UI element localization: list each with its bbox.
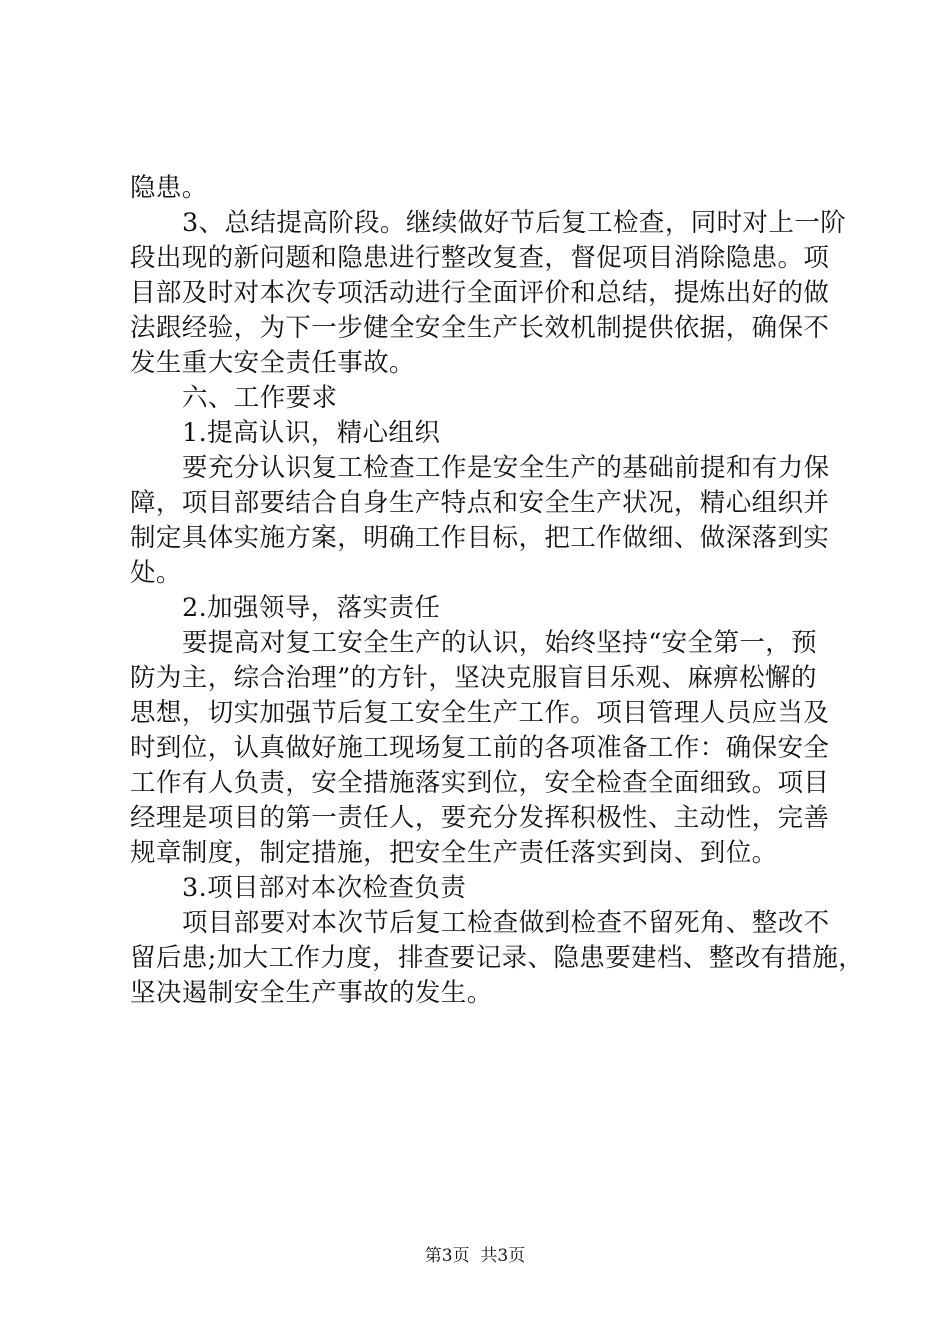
document-body bbox=[130, 171, 865, 1011]
paragraph-start: 项目部要对本次节后复工检查做到检查不留死角、整改不 bbox=[182, 908, 830, 938]
page-number-footer: 第3页 共3页 bbox=[424, 1246, 526, 1266]
text-line: 发生重大安全责任事故。 bbox=[130, 348, 415, 378]
text-line: 时到位，认真做好施工现场复工前的各项准备工作：确保安全 bbox=[130, 733, 830, 763]
text-line: 留后患;加大工作力度，排查要记录、隐患要建档、整改有措施， bbox=[130, 943, 865, 973]
text-line: 防为主，综合治理”的方针，坚决克服盲目乐观、麻痹松懈的 bbox=[130, 663, 817, 693]
paragraph-start: 要提高对复工安全生产的认识，始终坚持“安全第一，预 bbox=[182, 628, 818, 658]
text-line: 坚决遏制安全生产事故的发生。 bbox=[130, 978, 493, 1008]
subheading: 3.项目部对本次检查负责 bbox=[182, 873, 467, 903]
text-line: 规章制度，制定措施，把安全生产责任落实到岗、到位。 bbox=[130, 838, 778, 868]
paragraph-start: 3、总结提高阶段。继续做好节后复工检查，同时对上一阶 bbox=[182, 208, 847, 238]
subheading: 1.提高认识，精心组织 bbox=[182, 418, 441, 448]
paragraph-start: 要充分认识复工检查工作是安全生产的基础前提和有力保 bbox=[182, 453, 830, 483]
text-line: 工作有人负责，安全措施落实到位，安全检查全面细致。项目 bbox=[130, 768, 830, 798]
subheading: 2.加强领导，落实责任 bbox=[182, 593, 441, 623]
text-line: 段出现的新问题和隐患进行整改复查，督促项目消除隐患。项 bbox=[130, 243, 830, 273]
text-line: 法跟经验，为下一步健全安全生产长效机制提供依据，确保不 bbox=[130, 313, 830, 343]
text-line: 经理是项目的第一责任人，要充分发挥积极性、主动性，完善 bbox=[130, 803, 830, 833]
text-line: 制定具体实施方案，明确工作目标，把工作做细、做深落到实 bbox=[130, 523, 830, 553]
text-line: 目部及时对本次专项活动进行全面评价和总结，提炼出好的做 bbox=[130, 278, 830, 308]
section-heading: 六、工作要求 bbox=[182, 383, 338, 413]
text-line: 障，项目部要结合自身生产特点和安全生产状况，精心组织并 bbox=[130, 488, 830, 518]
text-line: 思想，切实加强节后复工安全生产工作。项目管理人员应当及 bbox=[130, 698, 830, 728]
text-line: 处。 bbox=[130, 558, 182, 588]
text-line: 隐患。 bbox=[130, 173, 208, 203]
